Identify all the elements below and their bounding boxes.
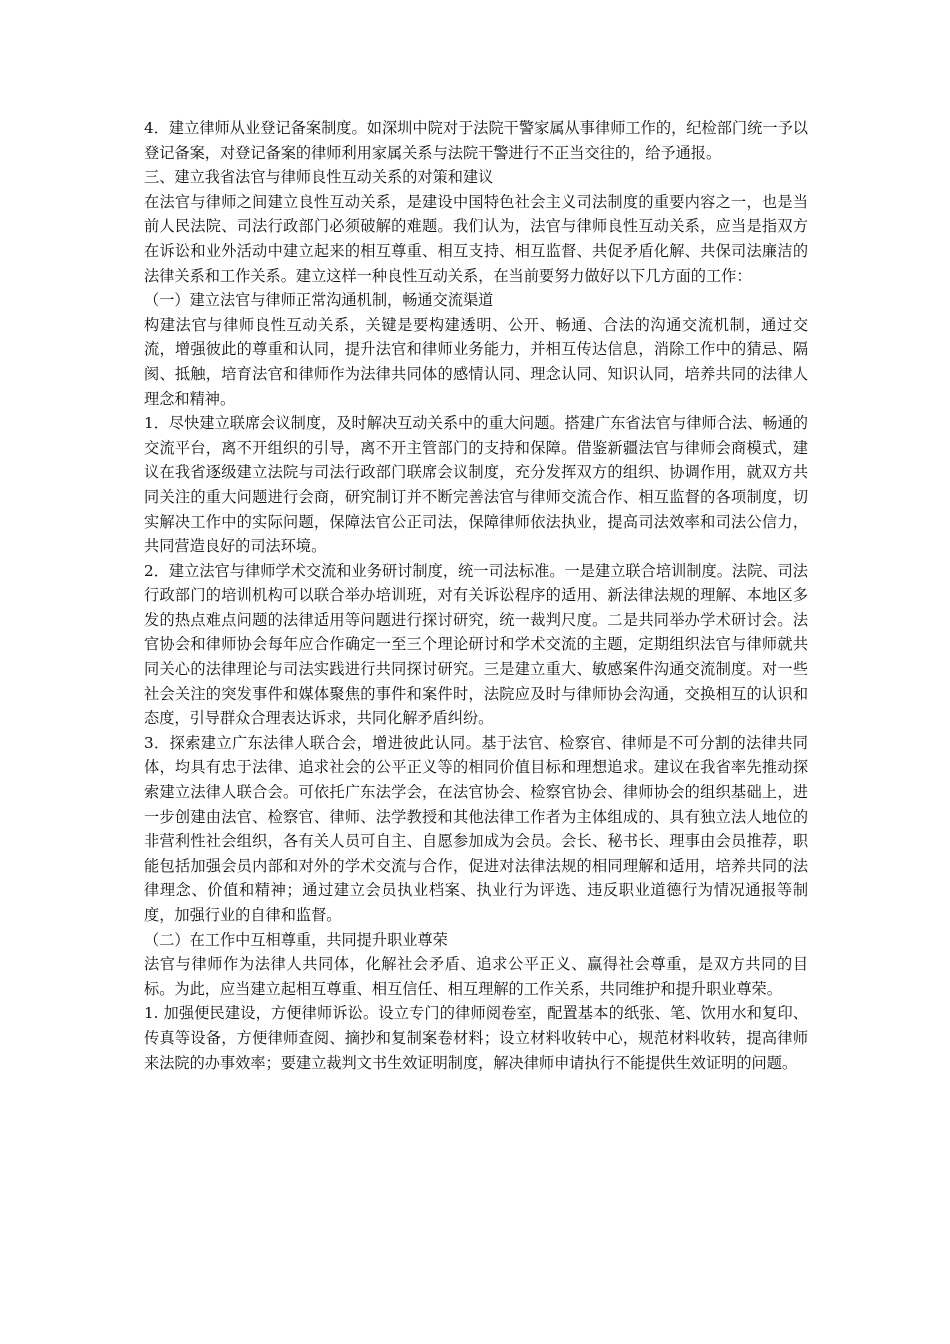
paragraph-registration-system: 4．建立律师从业登记备案制度。如深圳中院对于法院干警家属从事律师工作的，纪检部门统一予以登记备案，对登记备案的律师利用家属关系与法院干警进行不正当交往的，给予通报。: [144, 119, 808, 162]
subsection-heading-two: （二）在工作中互相尊重，共同提升职业尊荣: [144, 930, 448, 949]
paragraph-intro: 在法官与律师之间建立良性互动关系，是建设中国特色社会主义司法制度的重要内容之一，也是当前人民法院、司法行政部门必须破解的难题。我们认为，法官与律师良性互动关系，应当是指双方在诉讼和业外活动中建立起来的相互尊重、相互支持、相互监督、共促矛盾化解、共保司法廉洁的法律关系和工作关系。建立这样一种良性互动关系，在当前要努力做好以下几方面的工作：: [144, 192, 808, 285]
document-body: [144, 116, 808, 1075]
paragraph-convenience: 1. 加强便民建设，方便律师诉讼。设立专门的律师阅卷室，配置基本的纸张、笔、饮用水和复印、传真等设备，方便律师查阅、摘抄和复制案卷材料；设立材料收转中心，规范材料收转，提高律师来法院的办事效率；要建立裁判文书生效证明制度，解决律师申请执行不能提供生效证明的问题。: [144, 1004, 808, 1072]
paragraph-academic-exchange: 2．建立法官与律师学术交流和业务研讨制度，统一司法标准。一是建立联合培训制度。法院、司法行政部门的培训机构可以联合举办培训班，对有关诉讼程序的适用、新法律法规的理解、本地区多发的热点难点问题的法律适用等问题进行探讨研究，统一裁判尺度。二是共同举办学术研讨会。法官协会和律师协会每年应合作确定一至三个理论研讨和学术交流的主题，定期组织法官与律师就共同关心的法律理论与司法实践进行共同探讨研究。三是建立重大、敏感案件沟通交流制度。对一些社会关注的突发事件和媒体聚焦的事件和案件时，法院应及时与律师协会沟通，交换相互的认识和态度，引导群众合理表达诉求，共同化解矛盾纠纷。: [144, 561, 808, 728]
paragraph-legal-association: 3．探索建立广东法律人联合会，增进彼此认同。基于法官、检察官、律师是不可分割的法律共同体，均具有忠于法律、追求社会的公平正义等的相同价值目标和理想追求。建议在我省率先推动探索建立法律人联合会。可依托广东法学会，在法官协会、检察官协会、律师协会的组织基础上，进一步创建由法官、检察官、律师、法学教授和其他法律工作者为主体组成的、具有独立法人地位的非营利性社会组织，各有关人员可自主、自愿参加成为会员。会长、秘书长、理事由会员推荐，职能包括加强会员内部和对外的学术交流与合作，促进对法律法规的相同理解和适用，培养共同的法律理念、价值和精神；通过建立会员执业档案、执业行为评选、违反职业道德行为情况通报等制度，加强行业的自律和监督。: [144, 733, 808, 924]
paragraph-joint-meeting: 1．尽快建立联席会议制度，及时解决互动关系中的重大问题。搭建广东省法官与律师合法、畅通的交流平台，离不开组织的引导，离不开主管部门的支持和保障。借鉴新疆法官与律师会商模式，建议在我省逐级建立法院与司法行政部门联席会议制度，充分发挥双方的组织、协调作用，就双方共同关注的重大问题进行会商，研究制订并不断完善法官与律师交流合作、相互监督的各项制度，切实解决工作中的实际问题，保障法官公正司法，保障律师依法执业，提高司法效率和司法公信力，共同营造良好的司法环境。: [144, 414, 808, 556]
paragraph-mutual-respect: 法官与律师作为法律人共同体，化解社会矛盾、追求公平正义、赢得社会尊重，是双方共同的目标。为此，应当建立起相互尊重、相互信任、相互理解的工作关系，共同维护和提升职业尊荣。: [144, 955, 808, 998]
section-heading-three: 三、建立我省法官与律师良性互动关系的对策和建议: [144, 168, 494, 187]
subsection-heading-one: （一）建立法官与律师正常沟通机制，畅通交流渠道: [144, 291, 494, 310]
paragraph-communication-mechanism: 构建法官与律师良性互动关系，关键是要构建透明、公开、畅通、合法的沟通交流机制，通过交流，增强彼此的尊重和认同，提升法官和律师业务能力，并相互传达信息，消除工作中的猜忌、隔阂、抵触，培育法官和律师作为法律共同体的感情认同、理念认同、知识认同，培养共同的法律人理念和精神。: [144, 315, 808, 408]
